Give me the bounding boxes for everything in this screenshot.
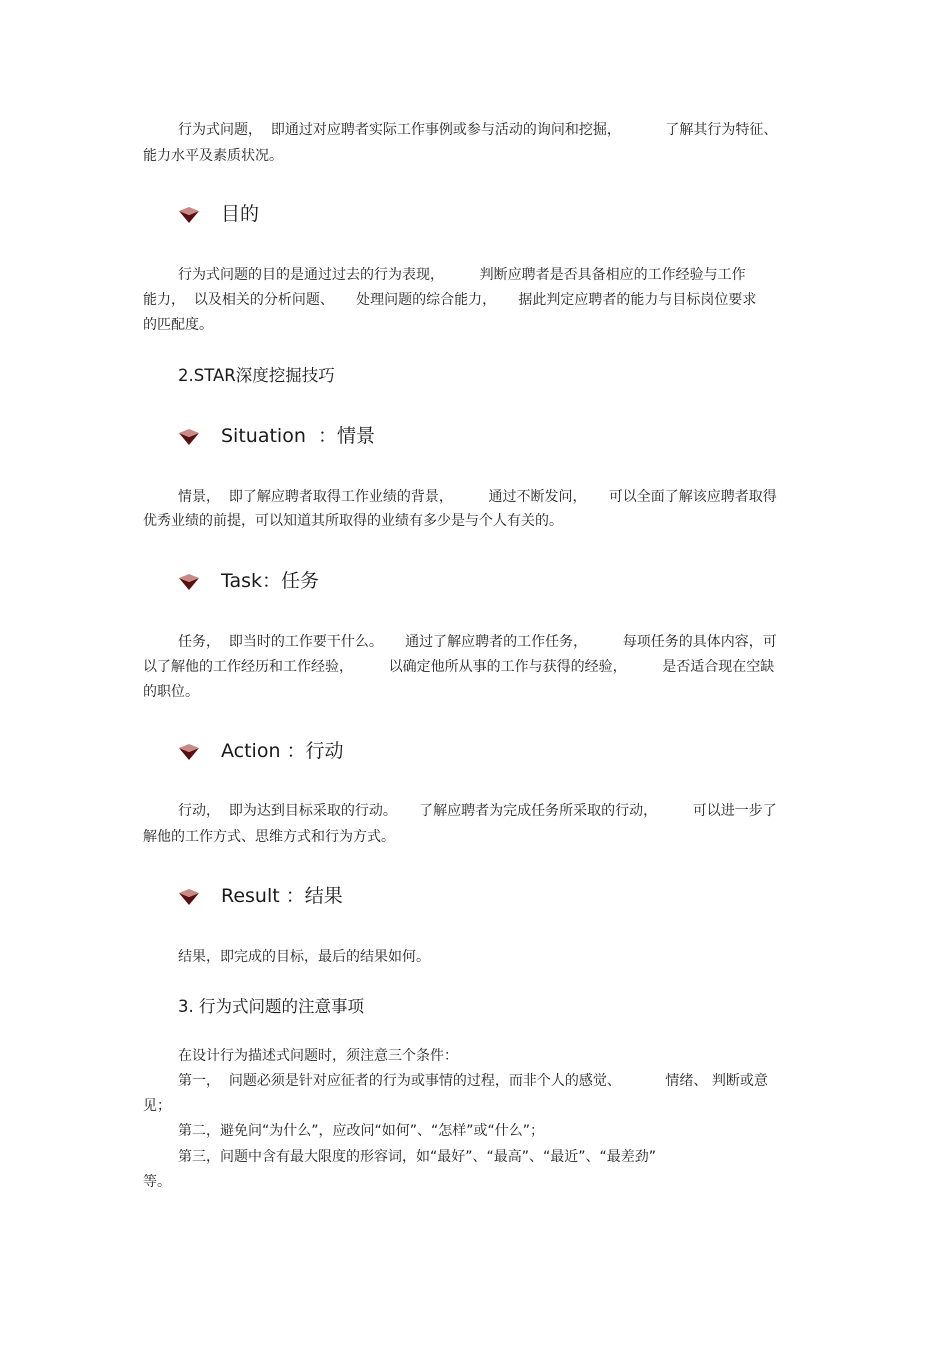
intro-line-2: 能力水平及素质状况。 xyxy=(143,148,283,164)
task-line-1: 任务， 即当时的工作要干什么。 通过了解应聘者的工作任务， 每项任务的具体内容，可 xyxy=(178,634,777,650)
action-line-1: 行动， 即为达到目标采取的行动。 了解应聘者为完成任务所采取的行动， 可以进一步了 xyxy=(178,803,777,819)
notes-line-2: 第一， 问题必须是针对应征者的行为或事情的过程，而非个人的感觉、 情绪、 判断或意 xyxy=(178,1073,768,1089)
purpose-line-3: 的匹配度。 xyxy=(143,317,213,333)
notes-section-title: 3. 行为式问题的注意事项 xyxy=(178,997,364,1016)
result-line-1: 结果，即完成的目标，最后的结果如何。 xyxy=(178,949,430,965)
star-section-title: 2.STAR深度挖掘技巧 xyxy=(178,366,335,385)
notes-line-1: 在设计行为描述式问题时，须注意三个条件： xyxy=(178,1048,458,1064)
notes-line-5: 第三，问题中含有最大限度的形容词，如“最好”、“最高”、“最近”、“最差劲” xyxy=(178,1149,657,1165)
task-line-2: 以了解他的工作经历和工作经验， 以确定他所从事的工作与获得的经验， 是否适合现在空缺 xyxy=(143,659,775,675)
action-heading: Action ：行动 xyxy=(221,740,344,762)
notes-line-6: 等。 xyxy=(143,1174,171,1190)
arrow-bullet-icon xyxy=(178,573,200,591)
situation-heading: Situation ：情景 xyxy=(221,425,375,447)
purpose-heading: 目的 xyxy=(221,203,260,225)
arrow-bullet-icon xyxy=(178,428,200,446)
arrow-bullet-icon xyxy=(178,888,200,906)
action-line-2: 解他的工作方式、思维方式和行为方式。 xyxy=(143,829,395,845)
notes-line-3: 见； xyxy=(143,1098,171,1114)
notes-line-4: 第二，避免问“为什么”，应改问“如何”、“怎样”或“什么”； xyxy=(178,1123,545,1139)
purpose-line-2: 能力， 以及相关的分析问题、 处理问题的综合能力， 据此判定应聘者的能力与目标岗位要求 xyxy=(143,292,757,308)
situation-line-2: 优秀业绩的前提，可以知道其所取得的业绩有多少是与个人有关的。 xyxy=(143,513,563,529)
situation-line-1: 情景， 即了解应聘者取得工作业绩的背景， 通过不断发问， 可以全面了解该应聘者取得 xyxy=(178,489,777,505)
purpose-line-1: 行为式问题的目的是通过过去的行为表现， 判断应聘者是否具备相应的工作经验与工作 xyxy=(178,267,746,283)
intro-line-1: 行为式问题， 即通过对应聘者实际工作事例或参与活动的询问和挖掘， 了解其行为特征、 xyxy=(178,122,778,138)
result-heading: Result ：结果 xyxy=(221,885,343,907)
task-line-3: 的职位。 xyxy=(143,684,199,700)
arrow-bullet-icon xyxy=(178,206,200,224)
task-heading: Task：任务 xyxy=(221,570,320,592)
arrow-bullet-icon xyxy=(178,743,200,761)
